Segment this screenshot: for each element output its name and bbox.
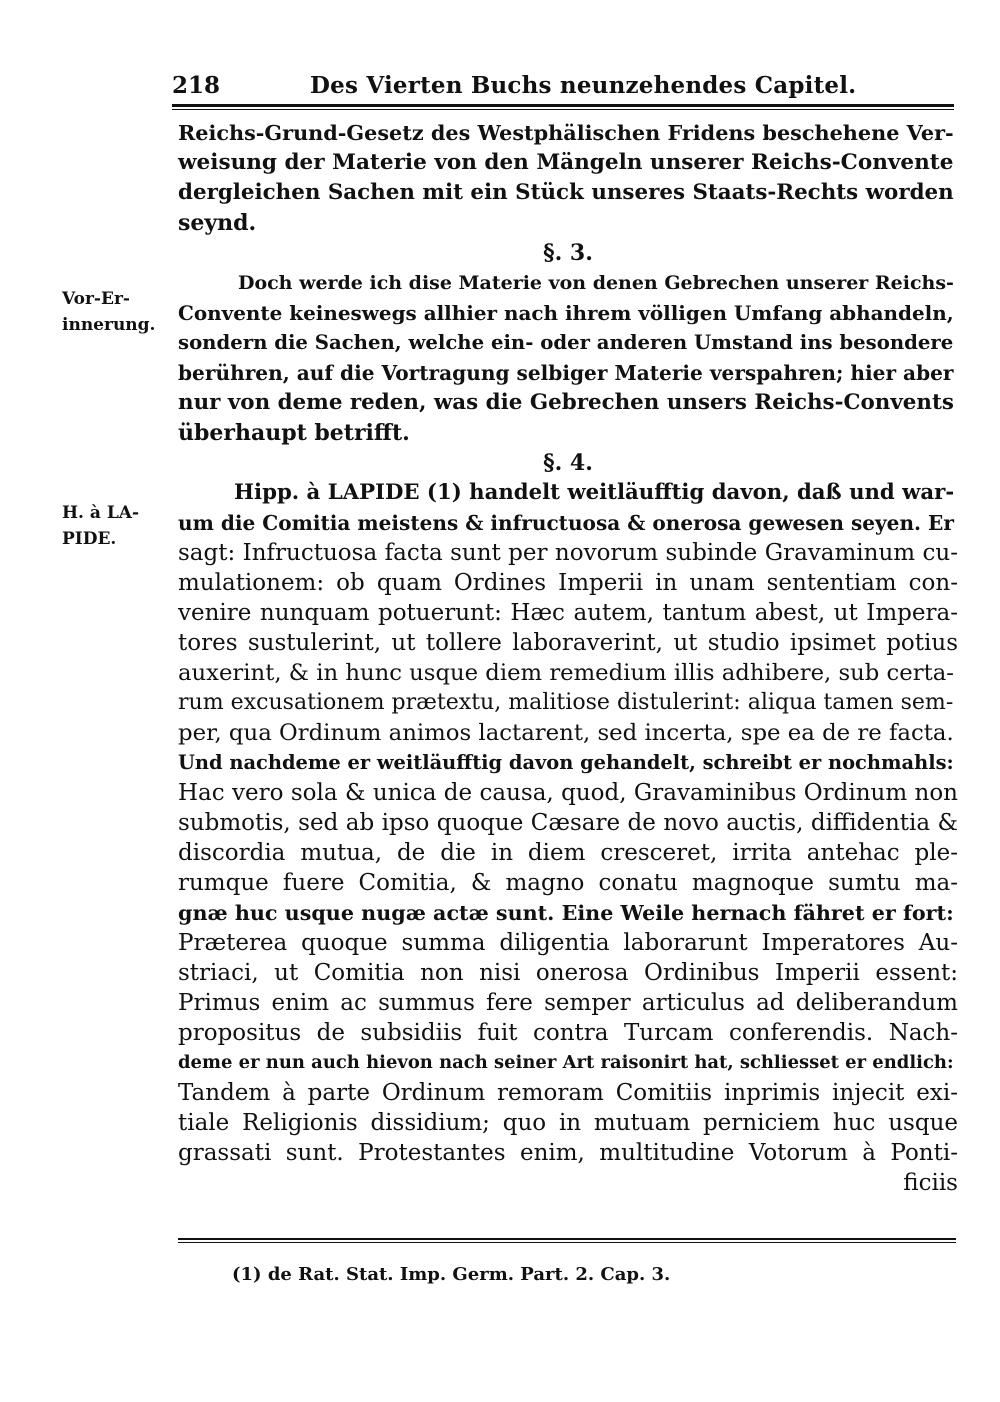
text-line: sondern die Sachen, welche ein- oder anderen Umstand ins besondere [178,331,954,354]
margin-note-line: Vor-Er- [62,289,130,309]
page-number: 218 [172,72,221,99]
text-line: weisung der Materie von den Mängeln unserer Reichs-Convente [178,150,954,175]
margin-note-line: H. à LA- [62,503,140,523]
text-line: Reichs-Grund-Gesetz des Westphälischen Fridens beschehene Ver- [178,120,954,145]
footnote: (1) de Rat. Stat. Imp. Germ. Part. 2. Cap. 3. [232,1264,671,1285]
margin-note-line: PIDE. [62,529,117,549]
text-line: rum excusationem prætextu, malitiose distulerint: aliqua tamen sem- [178,690,954,715]
footnote-rule [178,1238,956,1243]
header-rule [172,104,954,110]
text-line: Doch werde ich dise Materie von denen Gebrechen unserer Reichs- [238,272,954,294]
margin-note-vor-erinnerung [62,286,172,338]
text-line: striaci, ut Comitia non nisi onerosa Ordinibus Imperii essent: [178,960,958,986]
text-line: submotis, sed ab ipso quoque Cæsare de novo auctis, diffidentia & [178,810,958,836]
text-line: Tandem à parte Ordinum remoram Comitiis inprimis injecit exi- [178,1080,958,1106]
text-line: überhaupt betrifft. [178,420,410,446]
text-line: mulationem: ob quam Ordines Imperii in unam sententiam con- [178,570,958,596]
text-line: sagt: Infructuosa facta sunt per novorum subinde Gravaminum cu- [178,540,958,566]
text-line: Hac vero sola & unica de causa, quod, Gravaminibus Ordinum non [178,780,958,806]
text-line: Præterea quoque summa diligentia laborarunt Imperatores Au- [178,930,958,956]
text-line: Hipp. à LAPIDE (1) handelt weitläufftig davon, daß und war- [234,480,955,505]
text-line: Primus enim ac summus fere semper articulus ad deliberandum [178,990,958,1016]
text-line: deme er nun auch hievon nach seiner Art raisonirt hat, schliesset er endlich: [178,1052,954,1073]
text-line: Convente keineswegs allhier nach ihrem völligen Umfang abhandeln, [178,301,954,325]
body-text [178,118,958,1198]
text-line: auxerint, & in hunc usque diem remedium illis adhibere, sub certa- [178,660,954,686]
text-line: um die Comitia meistens & infructuosa & onerosa gewesen seyen. Er [178,511,954,535]
text-line: grassati sunt. Protestantes enim, multitudine Votorum à Ponti- [178,1140,958,1166]
text-line: berühren, auf die Vortragung selbiger Materie verspahren; hier aber [178,361,954,385]
text-line: nur von deme reden, was die Gebrechen unsers Reichs-Convents [178,390,954,415]
text-line: rumque fuere Comitia, & magno conatu magnoque sumtu ma- [178,870,958,896]
margin-note-lapide [62,500,172,552]
section-heading: §. 3. [543,240,593,266]
margin-note-line: innerung. [62,315,156,335]
catchword: ficiis [903,1170,958,1196]
text-line: Und nachdeme er weitläufftig davon gehandelt, schreibt er nochmahls: [178,751,954,774]
text-line: seynd. [178,210,257,236]
text-line: venire nunquam potuerunt: Hæc autem, tantum abest, ut Impera- [178,600,958,626]
running-header [172,68,952,104]
text-line: discordia mutua, de die in diem cresceret, irrita antehac ple- [178,840,958,866]
text-line: tiale Religionis dissidium; quo in mutuam perniciem huc usque [178,1110,958,1136]
text-line: dergleichen Sachen mit ein Stück unseres Staats-Rechts worden [178,180,954,205]
text-line: tores sustulerint, ut tollere laboraverint, ut studio ipsimet potius [178,630,958,656]
section-heading: §. 4. [543,450,593,476]
text-line: propositus de subsidiis fuit contra Turcam conferendis. Nach- [178,1020,958,1046]
text-line: gnæ huc usque nugæ actæ sunt. Eine Weile hernach fähret er fort: [178,901,954,925]
text-line: per, qua Ordinum animos lactarent, sed incerta, spe ea de re facta. [178,720,954,746]
running-title: Des Vierten Buchs neunzehendes Capitel. [310,72,857,99]
